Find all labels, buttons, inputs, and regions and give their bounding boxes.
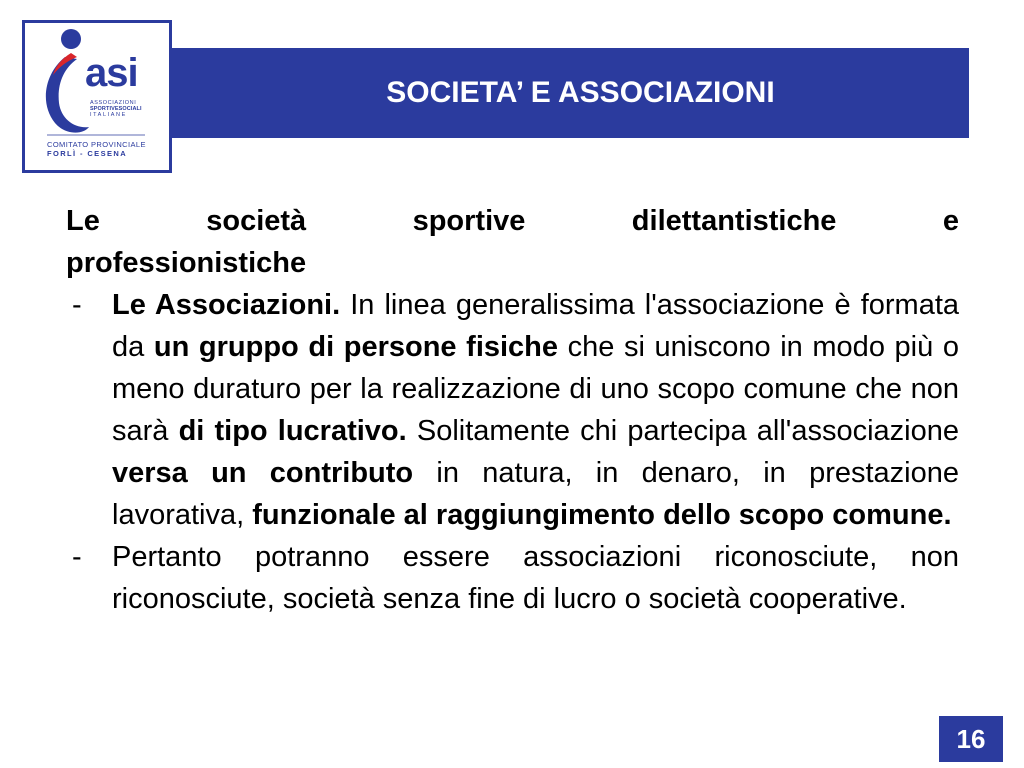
logo-subtitle-line1: ASSOCIAZIONI xyxy=(90,100,137,106)
heading-word: società xyxy=(206,205,307,237)
bullet-text: Solitamente chi partecipa all'associazione xyxy=(406,415,959,447)
heading-line2: professionistiche xyxy=(66,247,307,279)
title-banner xyxy=(172,48,969,138)
logo-footer-line2: FORLÌ - CESENA xyxy=(47,149,128,158)
bullet-bold-text: di tipo lucrativo. xyxy=(178,415,407,447)
heading-word: Le xyxy=(66,205,100,237)
bullet-text: in natura, in denaro, in prestazione lavorativa, xyxy=(112,457,959,531)
bullet-dash: - xyxy=(72,289,82,321)
bullet-bold-text: funzionale al raggiungimento dello scopo comune. xyxy=(252,499,952,531)
bullet-bold-text: un gruppo di persone fisiche xyxy=(153,331,559,363)
heading-word: dilettantistiche xyxy=(631,205,837,237)
bullet-bold-text: versa un contributo xyxy=(112,457,414,489)
logo-footer-line1: COMITATO PROVINCIALE xyxy=(47,140,146,149)
logo-subtitle-line2: SPORTIVESOCIALI xyxy=(90,106,142,112)
asi-logo xyxy=(22,20,172,173)
bullet-text: Pertanto potranno essere associazioni riconosciute, non riconosciute, società senza fine di lucro o società cooperative. xyxy=(112,541,959,615)
bullet-bold-text: Le Associazioni. xyxy=(112,289,341,321)
slide-content xyxy=(66,200,959,620)
slide-heading xyxy=(66,200,959,284)
bullet-item-associazioni xyxy=(66,284,959,536)
logo-wordmark: asi xyxy=(85,51,138,95)
bullet-text: In linea generalissima l'associazione è formata da xyxy=(112,289,960,363)
heading-word: sportive xyxy=(412,205,526,237)
page-number-badge: 16 xyxy=(939,716,1003,762)
heading-line1 xyxy=(66,200,959,242)
logo-subtitle-line3: ITALIANE xyxy=(90,112,127,118)
bullet-item-pertanto xyxy=(66,536,959,620)
bullet-list xyxy=(66,284,959,620)
bullet-dash: - xyxy=(72,541,82,573)
slide-title: SOCIETA’ E ASSOCIAZIONI xyxy=(386,76,775,109)
heading-word: e xyxy=(942,205,959,237)
bullet-text: che si uniscono in modo più o meno duraturo per la realizzazione di uno scopo comune che non sarà xyxy=(112,331,959,447)
